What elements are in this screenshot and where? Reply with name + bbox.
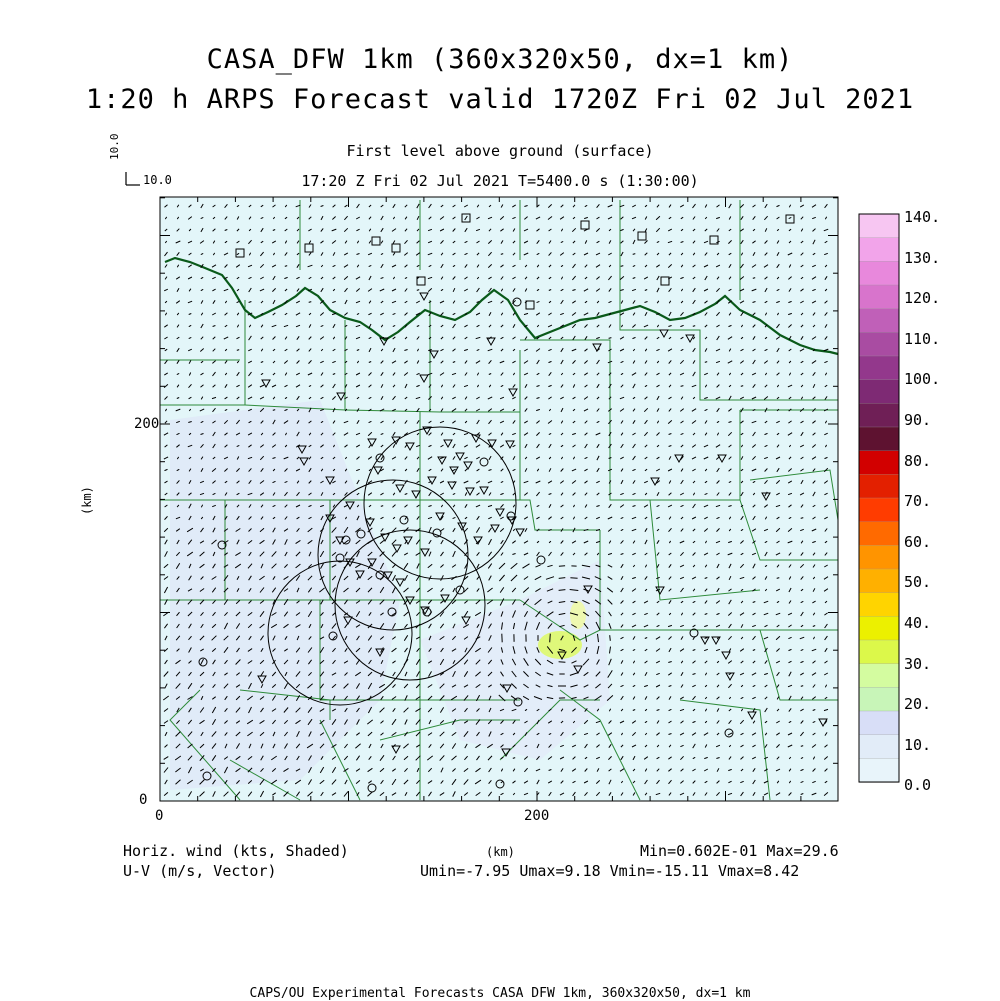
colorbar-block [859, 569, 899, 593]
y-tick-label-0: 0 [139, 792, 147, 808]
colorbar-label: 140. [904, 208, 940, 226]
colorbar-label: 90. [904, 411, 931, 429]
colorbar-label: 20. [904, 695, 931, 713]
min-max-readout: Min=0.602E-01 Max=29.6 [640, 842, 839, 860]
colorbar-block [859, 474, 899, 498]
colorbar-block [859, 451, 899, 475]
colorbar-block [859, 214, 899, 238]
colorbar-label: 70. [904, 492, 931, 510]
colorbar-block [859, 309, 899, 333]
colorbar-block [859, 238, 899, 262]
colorbar-label: 120. [904, 289, 940, 307]
colorbar-block [859, 403, 899, 427]
colorbar-block [859, 711, 899, 735]
colorbar-block [859, 758, 899, 782]
colorbar-block [859, 522, 899, 546]
x-axis-label: (km) [486, 845, 515, 859]
footer-credit: CAPS/OU Experimental Forecasts CASA DFW 1km, 360x320x50, dx=1 km [0, 986, 1000, 1001]
colorbar-block [859, 664, 899, 688]
colorbar-label: 0.0 [904, 776, 931, 794]
colorbar-block [859, 356, 899, 380]
colorbar-block [859, 545, 899, 569]
colorbar-label: 60. [904, 533, 931, 551]
level-subtitle: First level above ground (surface) [0, 142, 1000, 160]
colorbar-block [859, 735, 899, 759]
colorbar-label: 80. [904, 452, 931, 470]
ref-vector-v-label: 10.0 [108, 134, 121, 161]
ref-vector-h-label: 10.0 [143, 173, 172, 187]
colorbar-block [859, 687, 899, 711]
colorbar-block [859, 427, 899, 451]
field-description-shaded: Horiz. wind (kts, Shaded) [123, 842, 349, 860]
time-subtitle: 17:20 Z Fri 02 Jul 2021 T=5400.0 s (1:30:00) [0, 172, 1000, 190]
uv-range-readout: Umin=-7.95 Umax=9.18 Vmin=-15.11 Vmax=8.42 [420, 862, 799, 880]
colorbar-block [859, 593, 899, 617]
colorbar-label: 110. [904, 330, 940, 348]
colorbar-label: 30. [904, 655, 931, 673]
x-tick-label-0: 0 [155, 808, 163, 824]
colorbar-block [859, 285, 899, 309]
colorbar-label: 40. [904, 614, 931, 632]
colorbar-block [859, 640, 899, 664]
field-description-vector: U-V (m/s, Vector) [123, 862, 277, 880]
colorbar-block [859, 380, 899, 404]
chart-title-line2: 1:20 h ARPS Forecast valid 1720Z Fri 02 Jul 2021 [0, 84, 1000, 115]
colorbar-label: 100. [904, 370, 940, 388]
chart-title-line1: CASA_DFW 1km (360x320x50, dx=1 km) [0, 44, 1000, 75]
colorbar-label: 50. [904, 573, 931, 591]
colorbar-label: 130. [904, 249, 940, 267]
colorbar-block [859, 332, 899, 356]
colorbar-block [859, 261, 899, 285]
colorbar-label: 10. [904, 736, 931, 754]
colorbar-block [859, 498, 899, 522]
y-tick-label-200: 200 [134, 416, 159, 432]
colorbar-block [859, 616, 899, 640]
x-tick-label-200: 200 [524, 808, 549, 824]
y-axis-label: (km) [80, 486, 94, 515]
